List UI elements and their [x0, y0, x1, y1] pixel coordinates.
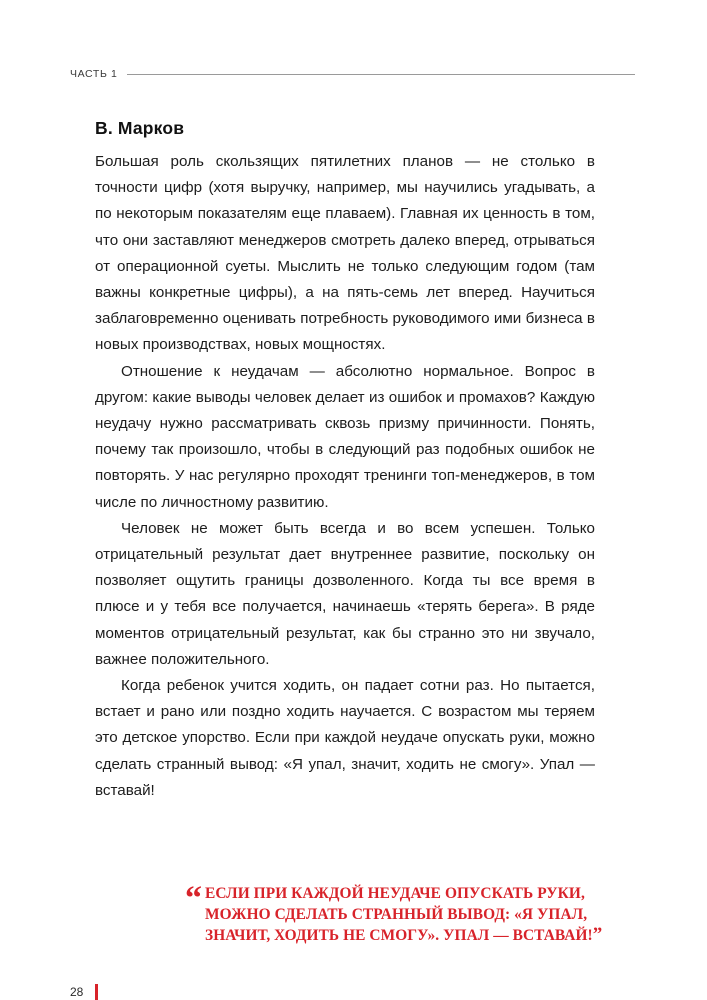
running-head	[70, 68, 635, 80]
paragraph-3: Человек не может быть всегда и во всем успешен. Только отрицательный результат дает внутреннее развитие, поскольку он позволяет ощутить границы дозволенного. Когда ты все время в плюсе и у тебя все получается, начинаешь «терять берега». В ряде моментов отрицательный результат, как бы странно это ни звучало, важнее положительного.	[95, 519, 595, 668]
running-head-rule	[127, 74, 635, 75]
body-column	[95, 118, 595, 804]
author-name: В. Марков	[95, 118, 185, 138]
quote-open-mark: “	[185, 880, 202, 917]
page-footer	[70, 984, 98, 1000]
pull-quote	[185, 880, 605, 947]
pull-quote-text	[205, 884, 605, 947]
paragraph-2: Отношение к неудачам — абсолютно нормальное. Вопрос в другом: какие выводы человек делает из ошибок и промахов? Каждую неудачу нужно рассматривать сквозь призму причинности. Понять, почему так произошло, чтобы в следующий раз подобных ошибок не повторять. У нас регулярно проходят тренинги топ-менеджеров, в том числе по личностному развитию.	[95, 362, 595, 511]
paragraph-4: Когда ребенок учится ходить, он падает сотни раз. Но пытается, встает и рано или поздно ходить научается. С возрастом мы теряем это детское упорство. Если при каждой неудаче опускать руки, можно сделать странный вывод: «Я упал, значит, ходить не смогу». Упал — вставай!	[95, 677, 595, 799]
page-number: 28	[70, 985, 84, 999]
paragraph-1: Большая роль скользящих пятилетних планов — не столько в точности цифр (хотя выручку, например, мы научились угадывать, а по некоторым показателям еще плаваем). Главная их ценность в том, что они заставляют менеджеров смотреть далеко вперед, отрываться от операционной суеты. Мыслить не только следующим годом (там важны конкретные цифры), а на пять-семь лет вперед. Научиться заблаговременно оценивать потребность руководимого ими бизнеса в новых производствах, новых мощностях.	[95, 153, 595, 354]
running-head-label: ЧАСТЬ 1	[70, 68, 118, 80]
pull-quote-body: ЕСЛИ ПРИ КАЖДОЙ НЕУДАЧЕ ОПУСКАТЬ РУКИ, МОЖНО СДЕЛАТЬ СТРАННЫЙ ВЫВОД: «Я УПАЛ, ЗНАЧИТ, ХОДИТЬ НЕ СМОГУ». УПАЛ — ВСТАВАЙ!	[205, 885, 593, 945]
quote-close-mark: ”	[592, 924, 603, 946]
footer-accent-bar	[95, 984, 98, 1000]
